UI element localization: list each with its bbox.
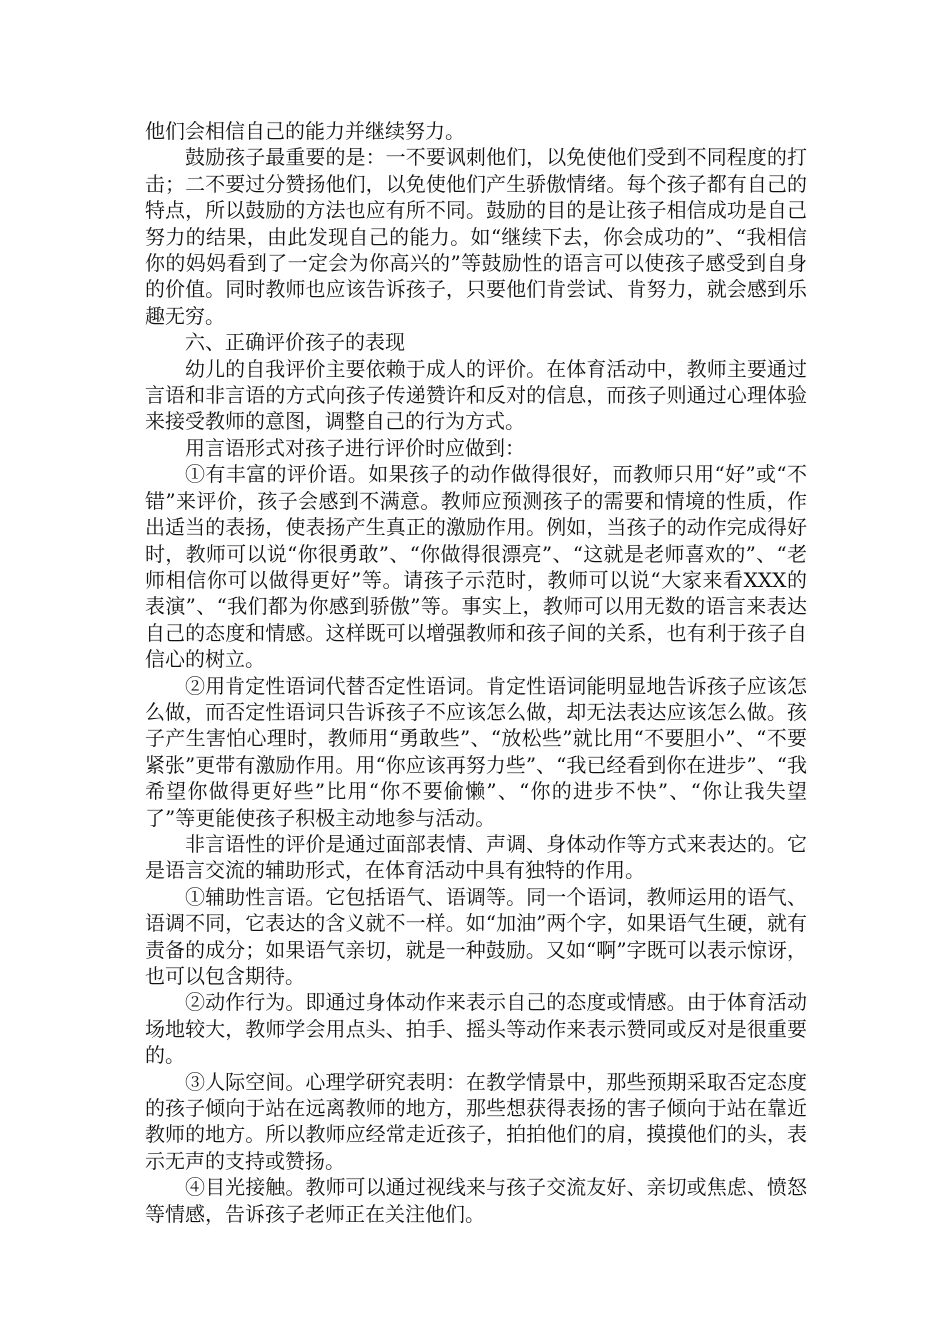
paragraph-encouragement: 鼓励孩子最重要的是：一不要讽刺他们，以免使他们受到不同程度的打击；二不要过分赞扬他们，以免使他们产生骄傲情绪。每个孩子都有自己的特点，所以鼓励的方法也应有所不同。鼓励的目的是让孩子相信成功是自己努力的结果，由此发现自己的能力。如“继续下去，你会成功的”、“我相信你的妈妈看到了一定会为你高兴的”等鼓励性的语言可以使孩子感受到自身的价值。同时教师也应该告诉孩子，只要他们肯尝试、肯努力，就会感到乐趣无穷。 xyxy=(145,145,807,328)
paragraph-continuation: 他们会相信自己的能力并继续努力。 xyxy=(145,119,465,143)
section-heading-six: 六、正确评价孩子的表现 xyxy=(185,330,405,355)
paragraph-body-action: ②动作行为。即通过身体动作来表示自己的态度或情感。由于体育活动场地较大，教师学会用点头、拍手、摇头等动作来表示赞同或反对是很重要的。 xyxy=(145,990,807,1068)
paragraph-verbal-intro: 用言语形式对孩子进行评价时应做到： xyxy=(185,435,525,460)
paragraph-personal-space: ③人际空间。心理学研究表明：在教学情景中，那些预期采取否定态度的孩子倾向于站在远离教师的地方，那些想获得表扬的害子倾向于站在靠近教师的地方。所以教师应经常走近孩子，拍拍他们的肩，摸摸他们的头，表示无声的支持或赞扬。 xyxy=(145,1069,807,1173)
paragraph-paralanguage: ①辅助性言语。它包括语气、语调等。同一个语词，教师运用的语气、语调不同，它表达的含义就不一样。如“加油”两个字，如果语气生硬，就有责备的成分；如果语气亲切，就是一种鼓励。又如“啊”字既可以表示惊讶，也可以包含期待。 xyxy=(145,884,807,988)
paragraph-positive-words: ②用肯定性语词代替否定性语词。肯定性语词能明显地告诉孩子应该怎么做，而否定性语词只告诉孩子不应该怎么做，却无法表达应该怎么做。孩子产生害怕心理时，教师用“勇敢些”、“放松些”就比用“不要胆小”、“不要紧张”更带有激励作用。用“你应该再努力些”、“我已经看到你在进步”、“我希望你做得更好些”比用“你不要偷懒”、“你的进步不快”、“你让我失望了”等更能使孩子积极主动地参与活动。 xyxy=(145,673,807,830)
document-body xyxy=(145,118,807,1227)
paragraph-nonverbal-intro: 非言语性的评价是通过面部表情、声调、身体动作等方式来表达的。它是语言交流的辅助形式，在体育活动中具有独特的作用。 xyxy=(145,831,807,883)
paragraph-rich-evaluation: ①有丰富的评价语。如果孩子的动作做得很好，而教师只用“好”或“不错”来评价，孩子会感到不满意。教师应预测孩子的需要和情境的性质，作出适当的表扬，使表扬产生真正的激励作用。例如，当孩子的动作完成得好时，教师可以说“你很勇敢”、“你做得很漂亮”、“这就是老师喜欢的”、“老师相信你可以做得更好”等。请孩子示范时，教师可以说“大家来看XXX的表演”、“我们都为你感到骄傲”等。事实上，教师可以用无数的语言来表达自己的态度和情感。这样既可以增强教师和孩子间的关系，也有利于孩子自信心的树立。 xyxy=(145,462,807,672)
paragraph-self-evaluation: 幼儿的自我评价主要依赖于成人的评价。在体育活动中，教师主要通过言语和非言语的方式向孩子传递赞许和反对的信息，而孩子则通过心理体验来接受教师的意图，调整自己的行为方式。 xyxy=(145,356,807,434)
paragraph-eye-contact: ④目光接触。教师可以通过视线来与孩子交流友好、亲切或焦虑、愤怒等情感，告诉孩子老师正在关注他们。 xyxy=(145,1175,807,1226)
